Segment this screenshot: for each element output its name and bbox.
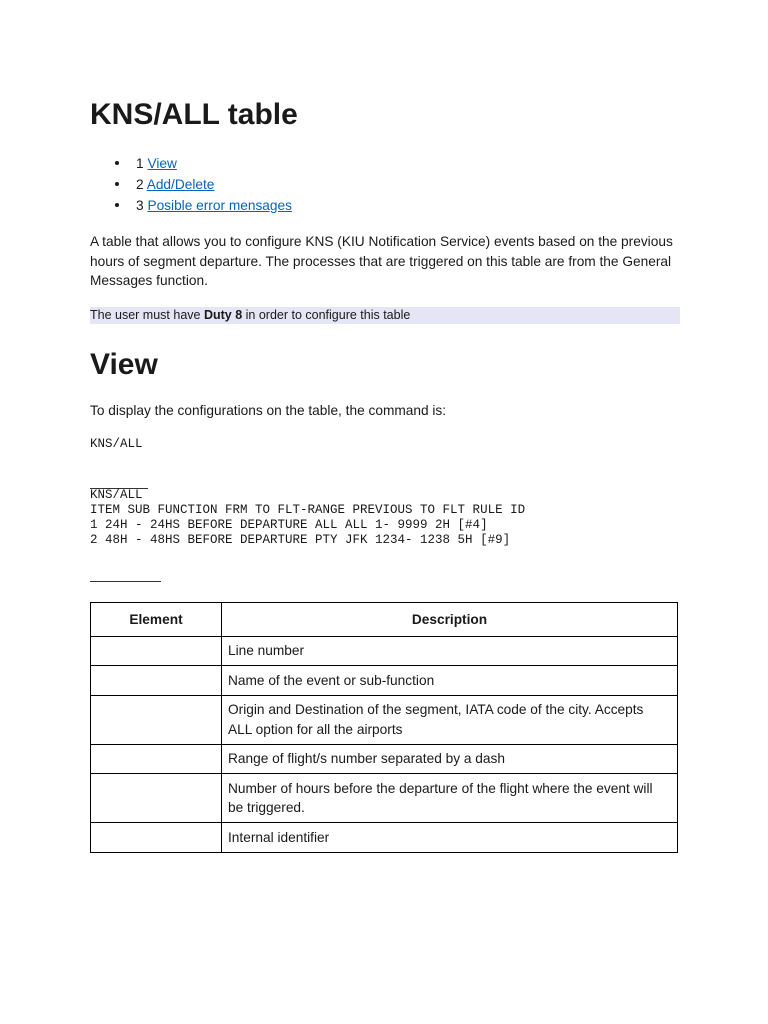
command-example: KNS/ALL [90, 436, 143, 451]
intro-paragraph: A table that allows you to configure KNS (KIU Notification Service) events based on the previous hours of segment departure. The processes that are triggered on this table are from the General Messages function. [90, 234, 673, 288]
table-cell-element [91, 666, 222, 696]
table-cell-description: Origin and Destination of the segment, IATA code of the city. Accepts ALL option for all the airports [222, 695, 678, 744]
toc-item [90, 174, 292, 195]
table-row [91, 636, 678, 666]
output-line: 2 48H - 48HS BEFORE DEPARTURE PTY JFK 1234- 1238 5H [#9] [90, 532, 511, 547]
table-cell-description: Internal identifier [222, 823, 678, 853]
table-row [91, 666, 678, 696]
table-row [91, 744, 678, 774]
note-prefix: The user must have [90, 308, 201, 322]
output-line: 1 24H - 24HS BEFORE DEPARTURE ALL ALL 1- 9999 2H [#4] [90, 517, 488, 532]
table-of-contents [90, 153, 292, 216]
table-cell-element [91, 744, 222, 774]
table-row [91, 823, 678, 853]
table-cell-element [91, 636, 222, 666]
table-row [91, 695, 678, 744]
toc-link-view[interactable]: View [147, 155, 177, 171]
bullet-icon [115, 182, 119, 186]
table-cell-description: Line number [222, 636, 678, 666]
view-description: To display the configurations on the table, the command is: [90, 403, 447, 418]
table-header-row [91, 603, 678, 637]
table-cell-element [91, 823, 222, 853]
toc-link-error-messages[interactable]: Posible error mensages [147, 197, 292, 213]
toc-item-number: 1 [136, 155, 144, 171]
table-cell-element [91, 695, 222, 744]
bullet-icon [115, 203, 119, 207]
table-cell-description: Name of the event or sub-function [222, 666, 678, 696]
output-line: KNS/ALL [90, 487, 143, 502]
section-heading-view: View [90, 348, 158, 381]
permission-note [90, 307, 680, 324]
table-cell-element [91, 774, 222, 823]
toc-link-add-delete[interactable]: Add/Delete [146, 176, 215, 192]
output-line: ITEM SUB FUNCTION FRM TO FLT-RANGE PREVIOUS TO FLT RULE ID [90, 502, 526, 517]
bullet-icon [115, 161, 119, 165]
toc-item [90, 195, 292, 216]
note-suffix: in order to configure this table [245, 308, 411, 322]
toc-item-number: 3 [136, 197, 144, 213]
table-header-description: Description [222, 603, 678, 637]
toc-item-number: 2 [136, 176, 144, 192]
table-header-element: Element [91, 603, 222, 637]
page-title: KNS/ALL table [90, 98, 298, 131]
elements-table [90, 602, 678, 853]
footnote-divider [90, 581, 161, 582]
table-row [91, 774, 678, 823]
toc-item [90, 153, 292, 174]
command-output [90, 488, 525, 548]
note-duty: Duty 8 [203, 308, 243, 322]
table-cell-description: Number of hours before the departure of the flight where the event will be triggered. [222, 774, 678, 823]
table-cell-description: Range of flight/s number separated by a dash [222, 744, 678, 774]
